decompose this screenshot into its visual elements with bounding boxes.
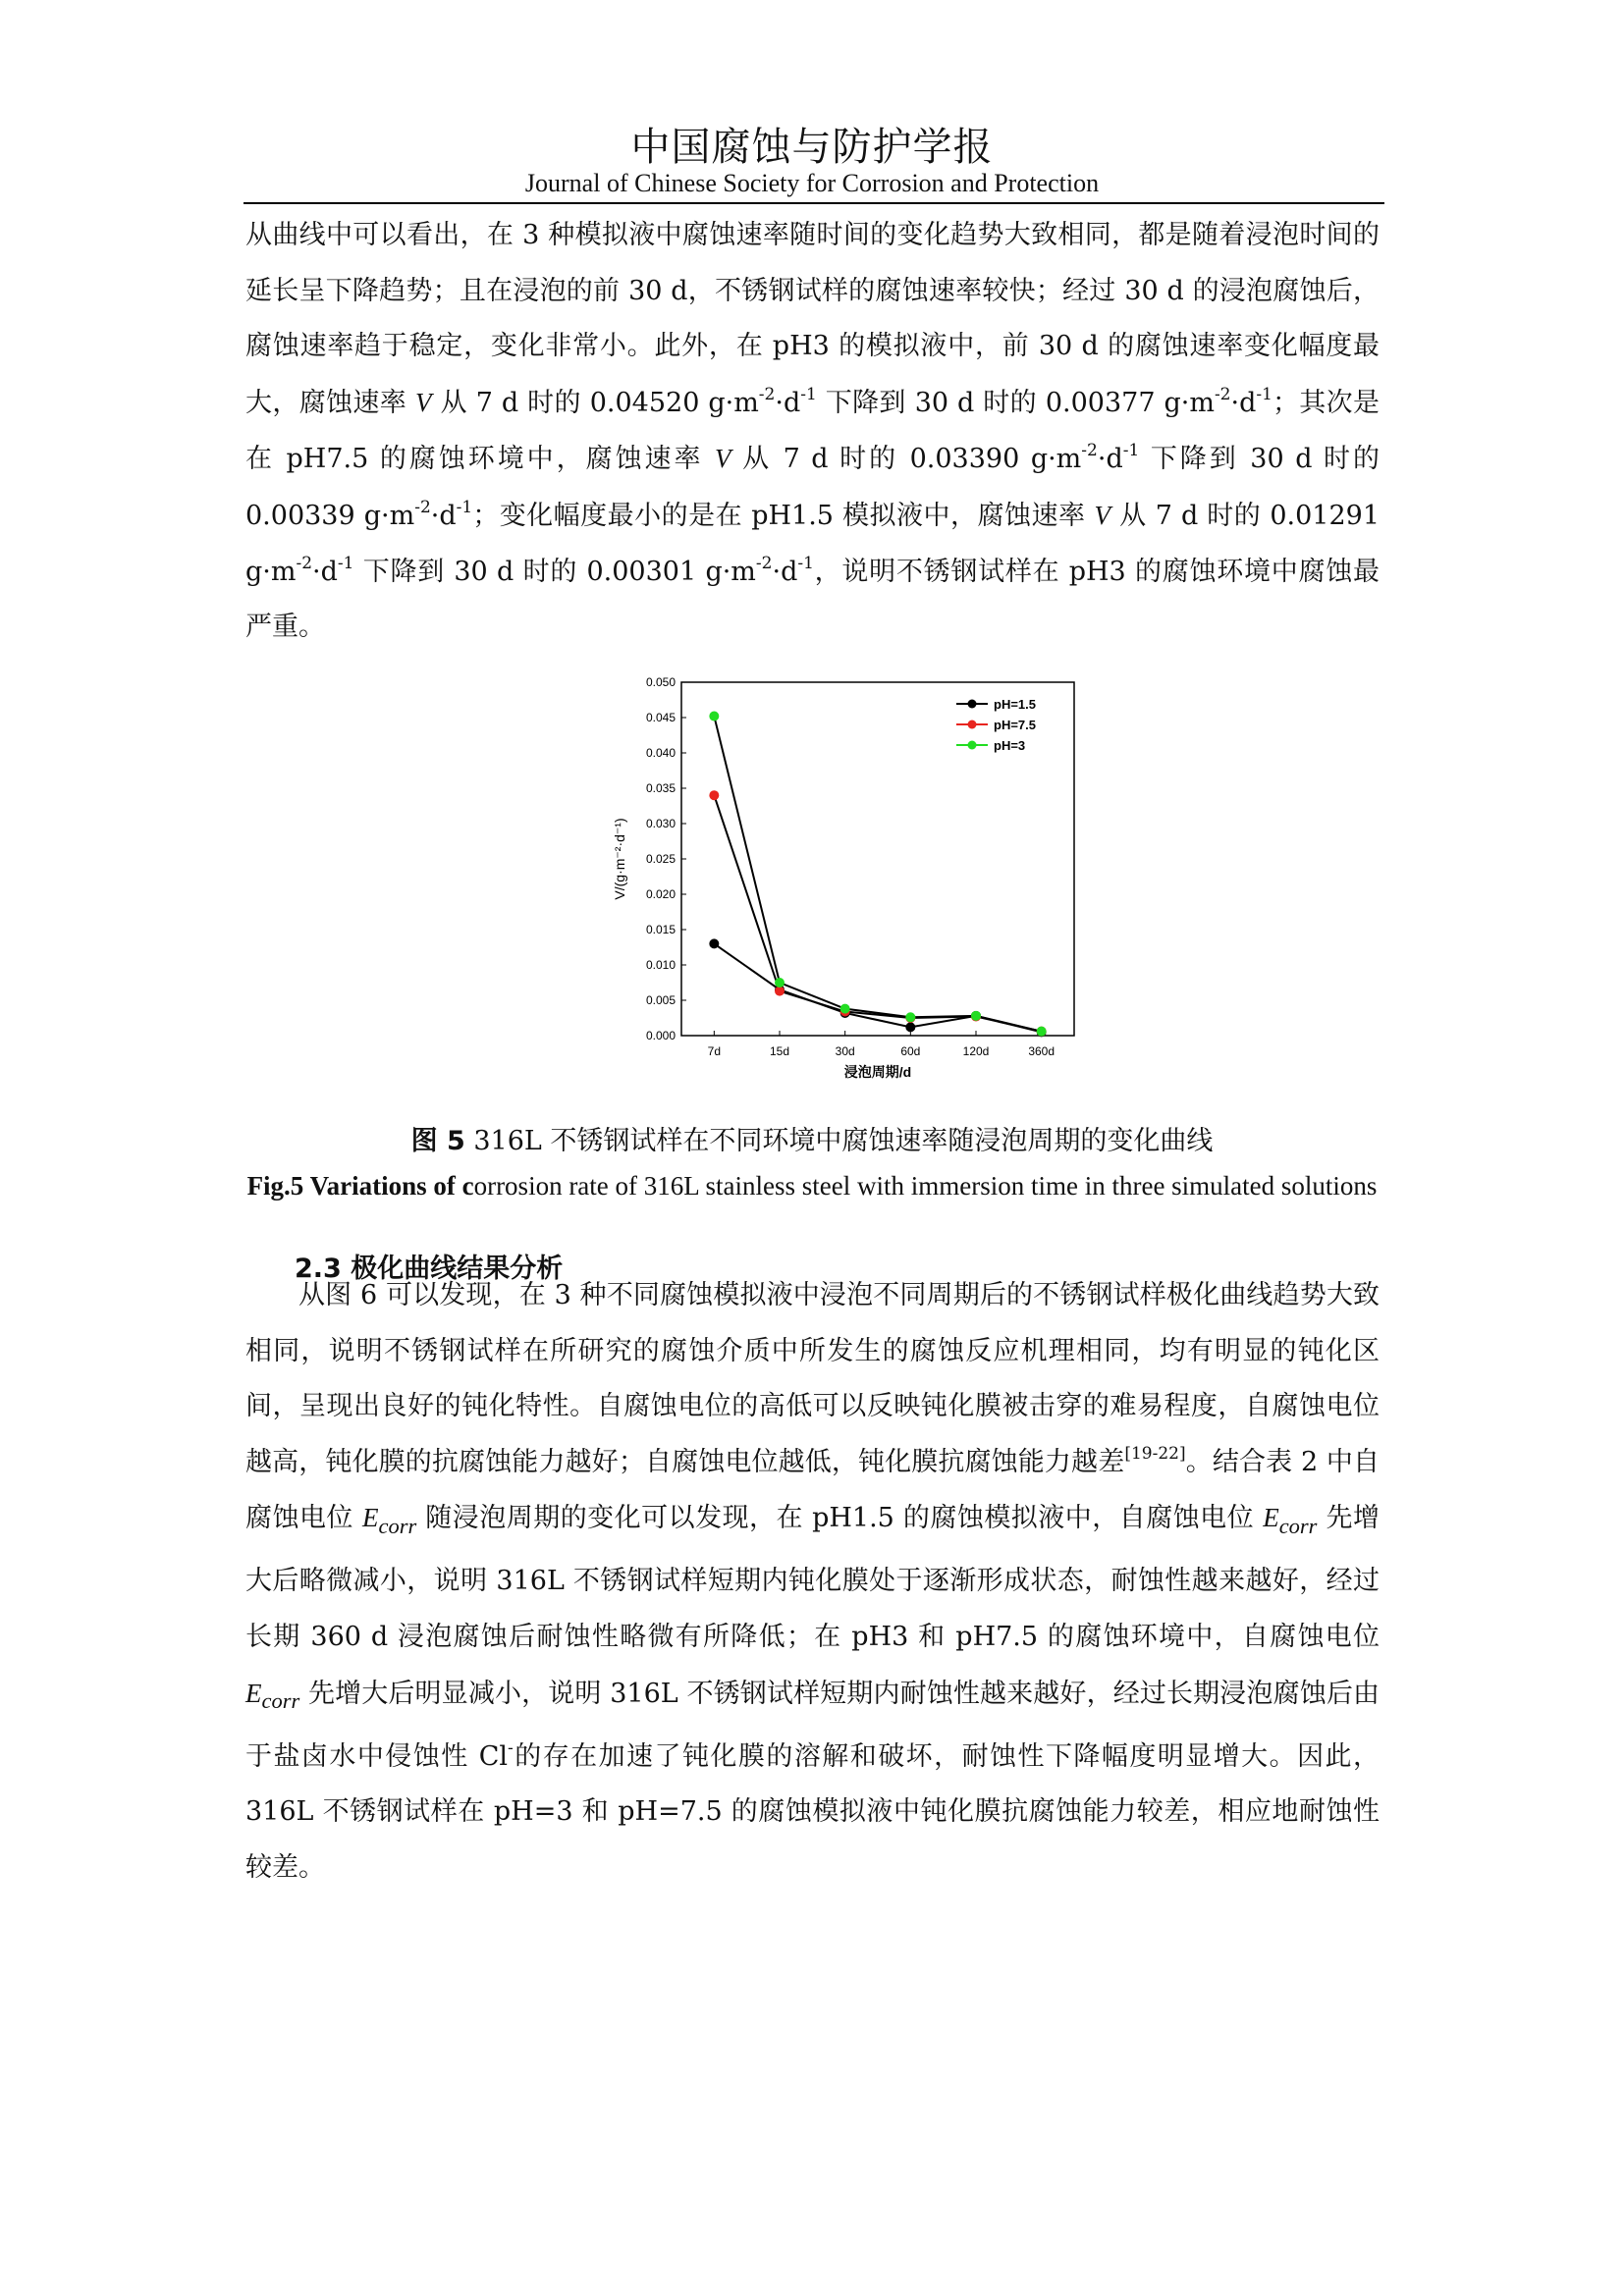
x-axis-label: 浸泡周期/d bbox=[843, 1064, 912, 1080]
data-point bbox=[710, 791, 719, 800]
paragraph-corrosion-rate: 从曲线中可以看出，在 3 种模拟液中腐蚀速率随时间的变化趋势大致相同，都是随着浸泡时间的延长呈下降趋势；且在浸泡的前 30 d，不锈钢试样的腐蚀速率较快；经过 30 d 的浸泡腐蚀后，腐蚀速率趋于稳定，变化非常小。此外，在 pH3 的模拟液中，前 30 d 的腐蚀速率变化幅度最大，腐蚀速率 V 从 7 d 时的 0.04520 $g\cdot m^{-2}\cdot d^{-1}$ 下降到 30 d 时的 0.00377 $g\cdot m^{-2}\cdot d^{-1}$；其次是在 pH7.5 的腐蚀环境中，腐蚀速率 V 从 7 d 时的 0.03390 $g\cdot m^{-2}\cdot d^{-1}$ 下降到 30 d 时的 0.00339 $g\cdot m^{-2}\cdot d^{-1}$；变化幅度最小的是在 pH1.5 模拟液中，腐蚀速率 V 从 7 d 时的 0.01291 $g\cdot m^{-2}\cdot d^{-1}$ 下降到 30 d 时的 0.00301 $g\cdot m^{-2}\cdot d^{-1}$，说明不锈钢试样在 pH3 的腐蚀环境中腐蚀最严重。 bbox=[245, 220, 1380, 643]
legend-label: pH=7.5 bbox=[994, 718, 1036, 732]
y-tick-label: 0.050 bbox=[645, 675, 676, 689]
x-tick-label: 60d bbox=[900, 1044, 921, 1058]
data-point bbox=[906, 1023, 915, 1032]
data-point bbox=[906, 1013, 915, 1022]
x-tick-label: 7d bbox=[707, 1044, 722, 1058]
legend-marker bbox=[968, 721, 977, 729]
data-point bbox=[710, 712, 719, 721]
corrosion-rate-chart bbox=[593, 667, 1104, 1099]
data-point bbox=[776, 987, 785, 995]
data-point bbox=[972, 1011, 981, 1020]
data-point bbox=[840, 1004, 849, 1013]
data-point bbox=[1037, 1027, 1046, 1036]
x-tick-label: 120d bbox=[962, 1044, 990, 1058]
chart-svg bbox=[593, 667, 1104, 1099]
x-tick-label: 15d bbox=[769, 1044, 790, 1058]
series-line bbox=[714, 717, 1041, 1032]
y-tick-label: 0.030 bbox=[645, 817, 676, 830]
y-tick-label: 0.000 bbox=[645, 1029, 676, 1042]
plot-frame bbox=[681, 682, 1074, 1036]
x-tick-label: 30d bbox=[835, 1044, 855, 1058]
y-tick-label: 0.015 bbox=[645, 923, 676, 936]
x-tick-label: 360d bbox=[1028, 1044, 1056, 1058]
section-heading: 2.3 极化曲线结果分析 bbox=[295, 1254, 564, 1284]
legend-marker bbox=[968, 741, 977, 750]
figure-caption-cn: 图 5 316L 不锈钢试样在不同环境中腐蚀速率随浸泡周期的变化曲线 bbox=[410, 1126, 1214, 1156]
journal-title-en: Journal of Chinese Society for Corrosion and Protection bbox=[524, 169, 1100, 197]
y-tick-label: 0.010 bbox=[645, 958, 676, 972]
journal-title-cn: 中国腐蚀与防护学报 bbox=[630, 125, 994, 170]
y-tick-label: 0.045 bbox=[645, 711, 676, 724]
data-point bbox=[710, 939, 719, 948]
paragraph-polarization: 从图 6 可以发现，在 3 种不同腐蚀模拟液中浸泡不同周期后的不锈钢试样极化曲线趋势大致相同，说明不锈钢试样在所研究的腐蚀介质中所发生的腐蚀反应机理相同，均有明显的钝化区间，呈现出良好的钝化特性。自腐蚀电位的高低可以反映钝化膜被击穿的难易程度，自腐蚀电位越高，钝化膜的抗腐蚀能力越好；自腐蚀电位越低，钝化膜抗腐蚀能力越差[19-22]。结合表 2 中自腐蚀电位 $E_{corr}$ 随浸泡周期的变化可以发现，在 pH1.5 的腐蚀模拟液中，自腐蚀电位 $E_{corr}$ 先增大后略微减小，说明 316L 不锈钢试样短期内钝化膜处于逐渐形成状态，耐蚀性越来越好，经过长期 360 d 浸泡腐蚀后耐蚀性略微有所降低；在 pH3 和 pH7.5 的腐蚀环境中，自腐蚀电位 $E_{corr}$ 先增大后明显减小，说明 316L 不锈钢试样短期内耐蚀性越来越好，经过长期浸泡腐蚀后由于盐卤水中侵蚀性 Cl-的存在加速了钝化膜的溶解和破坏，耐蚀性下降幅度明显增大。因此，316L 不锈钢试样在 pH=3 和 pH=7.5 的腐蚀模拟液中钝化膜抗腐蚀能力较差，相应地耐蚀性较差。 bbox=[245, 1280, 1380, 1883]
y-tick-label: 0.020 bbox=[645, 887, 676, 901]
y-tick-label: 0.025 bbox=[645, 852, 676, 866]
legend-marker bbox=[968, 700, 977, 709]
figure-caption-en: Fig.5 Variations of corrosion rate of 316L stainless steel with immersion time in three simulated solutions bbox=[246, 1171, 1378, 1201]
y-tick-label: 0.035 bbox=[645, 781, 676, 795]
y-tick-label: 0.005 bbox=[645, 993, 676, 1007]
y-axis-label: V/(g·m⁻²·d⁻¹) bbox=[612, 818, 627, 900]
y-tick-label: 0.040 bbox=[645, 746, 676, 760]
legend-label: pH=3 bbox=[994, 738, 1026, 753]
data-point bbox=[776, 979, 785, 988]
legend-label: pH=1.5 bbox=[994, 697, 1036, 712]
header-divider bbox=[244, 202, 1384, 204]
